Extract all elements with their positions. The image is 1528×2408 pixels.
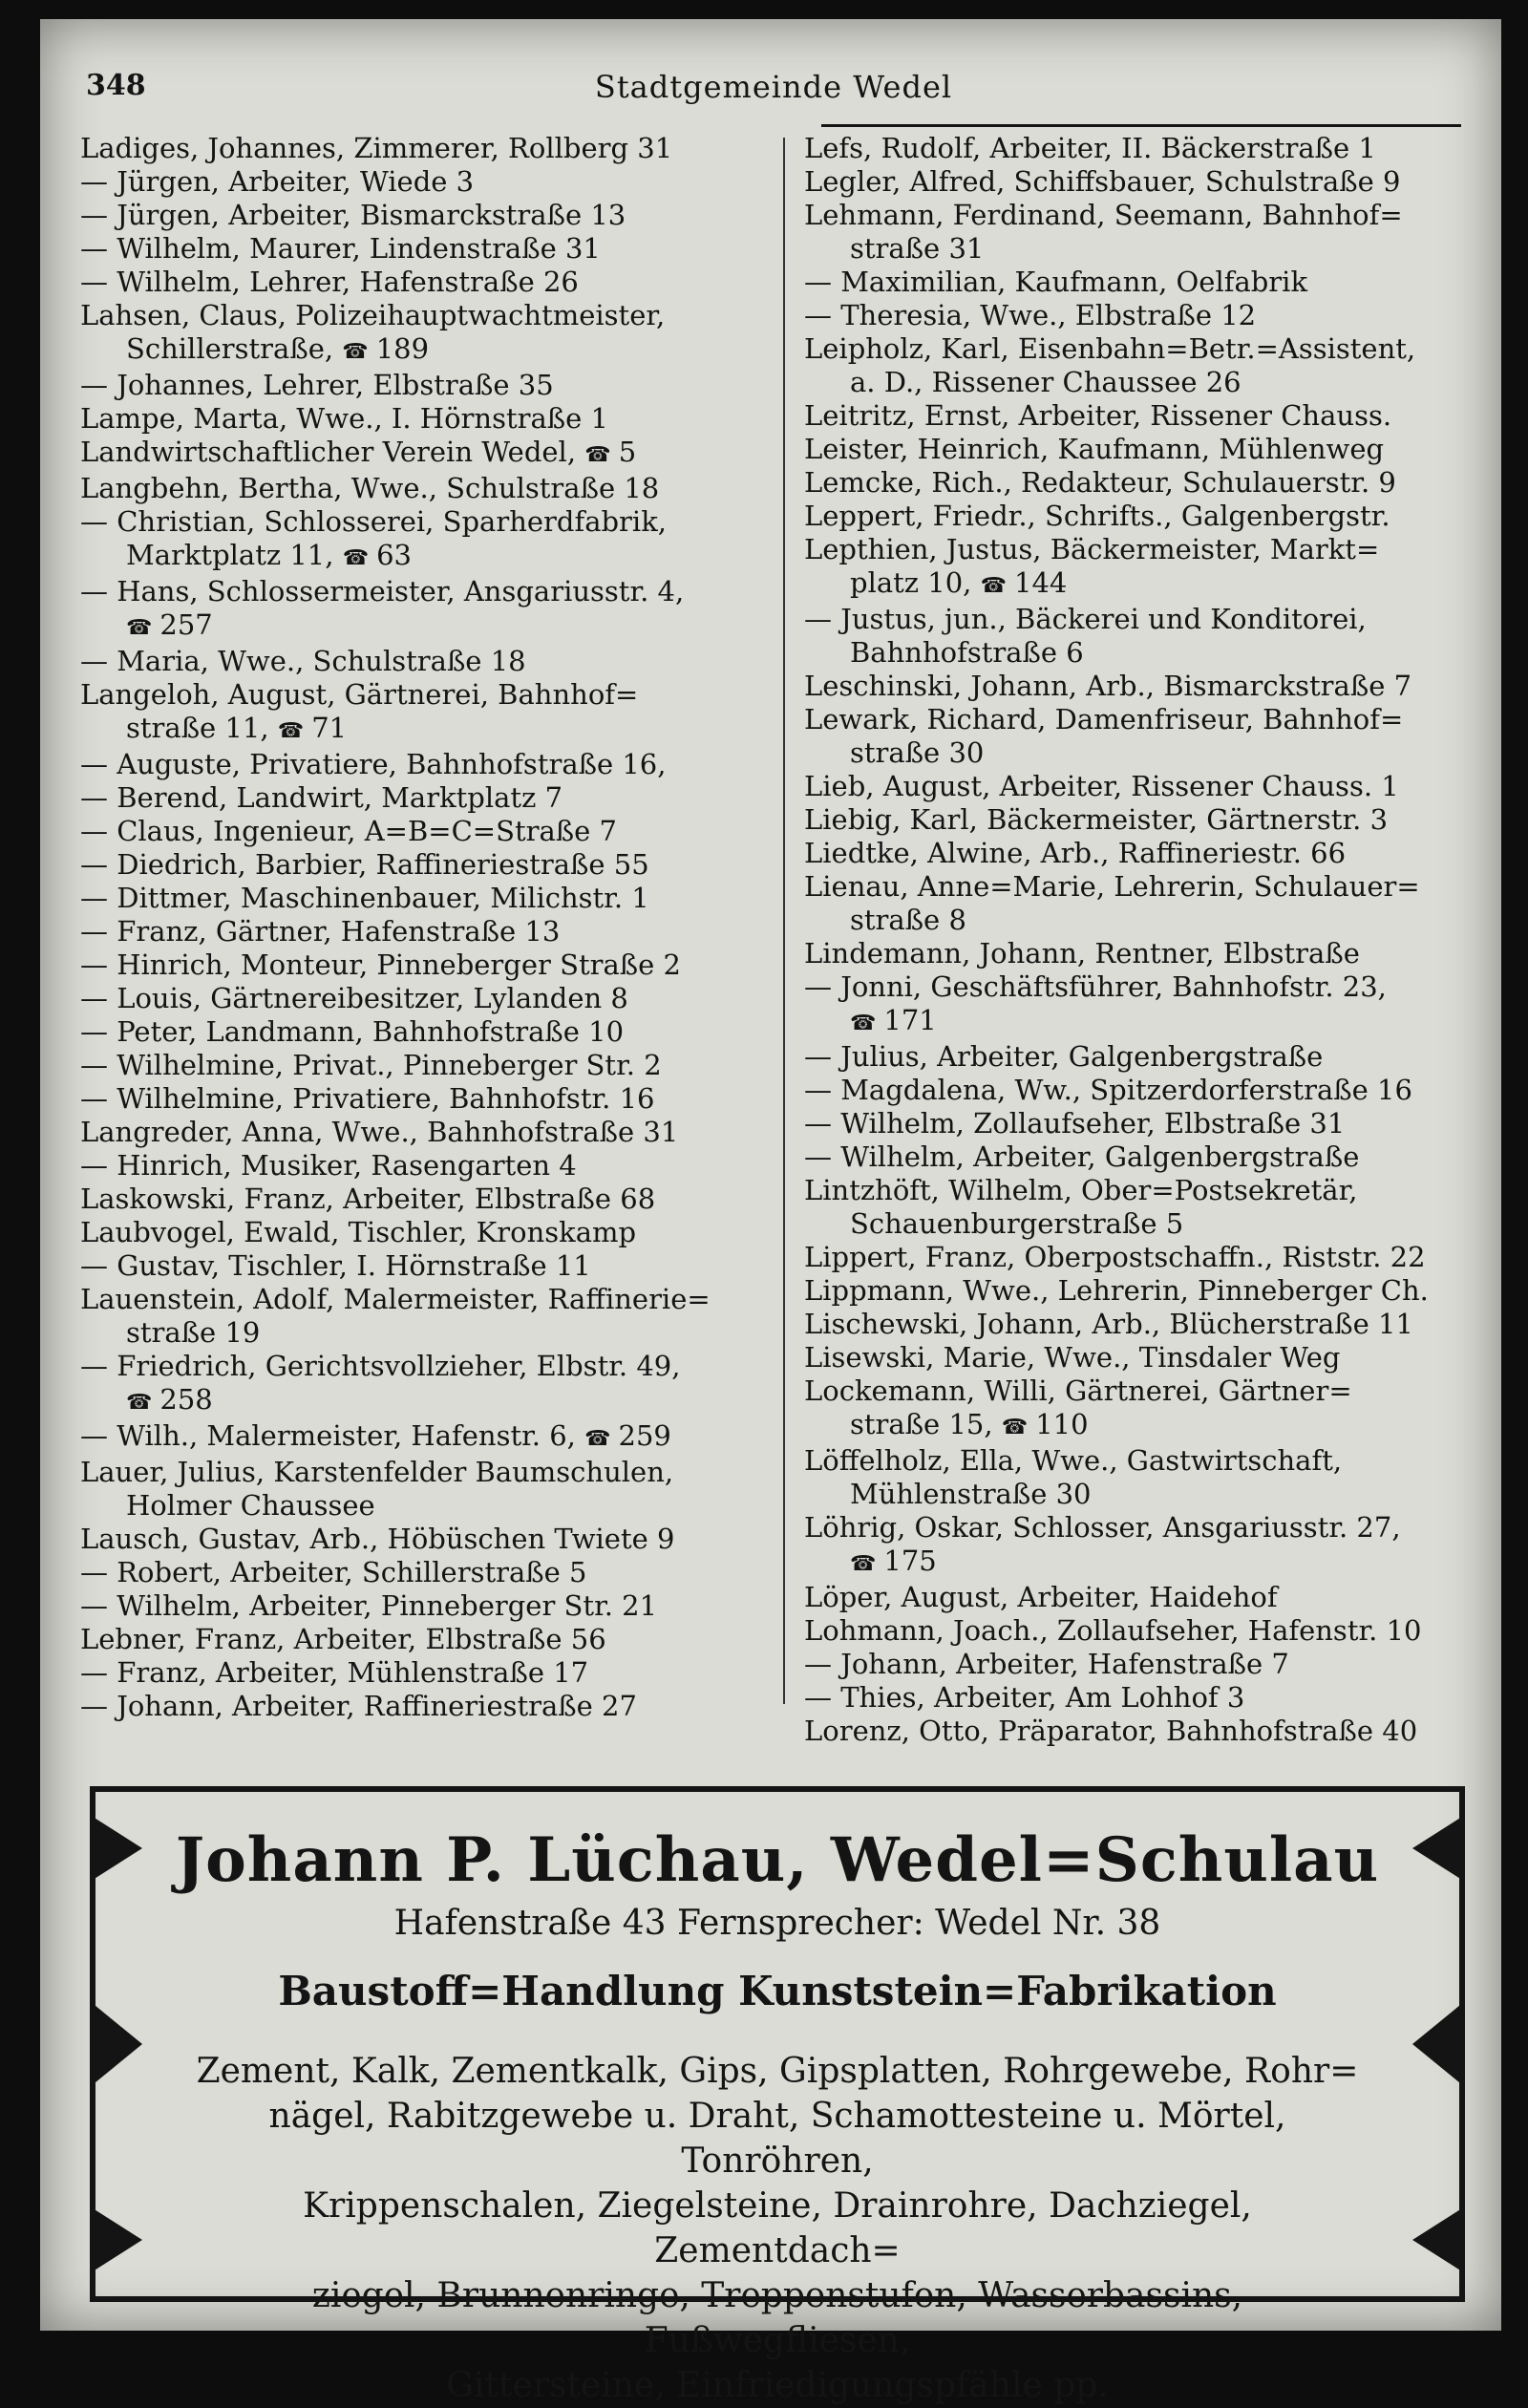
- entry-text: — Berend, Landwirt, Marktplatz 7: [80, 781, 563, 814]
- phone-number: 189: [375, 332, 430, 365]
- directory-entry: [80, 645, 777, 678]
- entry-text: Liebig, Karl, Bäckermeister, Gärtnerstr. 3: [804, 803, 1389, 836]
- telephone-icon: ☎: [850, 1552, 877, 1576]
- entry-text: — Christian, Schlosserei, Sparherdfabrik,: [80, 505, 667, 538]
- phone-number: 5: [618, 436, 637, 468]
- entry-text: — Jürgen, Arbeiter, Wiede 3: [80, 165, 475, 198]
- directory-entry: [80, 436, 777, 472]
- directory-entry: [80, 882, 777, 915]
- entry-text: — Magdalena, Ww., Spitzerdorferstraße 16: [804, 1074, 1412, 1106]
- entry-text: — Franz, Gärtner, Hafenstraße 13: [80, 915, 561, 948]
- directory-entry: [80, 369, 777, 402]
- page-number: 348: [86, 69, 146, 102]
- directory-entry: [804, 670, 1492, 703]
- directory-entry: [804, 937, 1492, 970]
- entry-text: Leitritz, Ernst, Arbeiter, Rissener Chauss.: [804, 399, 1392, 432]
- entry-text: — Wilhelm, Arbeiter, Galgenbergstraße: [804, 1140, 1360, 1173]
- entry-text: Lienau, Anne=Marie, Lehrerin, Schulauer=: [804, 870, 1420, 903]
- directory-entry: [804, 266, 1492, 299]
- directory-entry: [804, 232, 1492, 266]
- entry-text: — Maximilian, Kaufmann, Oelfabrik: [804, 266, 1308, 298]
- entry-text: Lefs, Rudolf, Arbeiter, II. Bäckerstraße 1: [804, 132, 1376, 164]
- directory-page: [40, 19, 1501, 2405]
- directory-entry: [80, 1116, 777, 1149]
- entry-text: — Hans, Schlossermeister, Ansgariusstr. 4,: [80, 575, 685, 607]
- entry-text: Mühlenstraße 30: [850, 1478, 1092, 1510]
- entry-text: Ladiges, Johannes, Zimmerer, Rollberg 31: [80, 132, 673, 164]
- phone-number: 259: [618, 1419, 671, 1452]
- entry-text: Lischewski, Johann, Arb., Blücherstraße 11: [804, 1308, 1413, 1340]
- entry-text: — Franz, Arbeiter, Mühlenstraße 17: [80, 1656, 589, 1689]
- entry-text: Liedtke, Alwine, Arb., Raffineriestr. 66: [804, 837, 1347, 869]
- directory-entry: [804, 566, 1492, 603]
- entry-text: — Wilhelmine, Privat., Pinneberger Str. 2: [80, 1049, 662, 1081]
- directory-entry: [804, 870, 1492, 904]
- directory-entry: [80, 1216, 777, 1249]
- entry-text: Lockemann, Willi, Gärtnerei, Gärtner=: [804, 1374, 1352, 1407]
- directory-entry: [80, 781, 777, 815]
- phone-number: 257: [159, 608, 213, 641]
- telephone-icon: ☎: [126, 1391, 153, 1415]
- entry-text: straße 15,: [850, 1408, 993, 1440]
- directory-entry: [804, 1241, 1492, 1274]
- directory-entry: [804, 636, 1492, 670]
- telephone-icon: ☎: [277, 719, 305, 743]
- entry-text: — Johann, Arbeiter, Hafenstraße 7: [804, 1648, 1289, 1680]
- phone-number: 258: [159, 1383, 213, 1416]
- directory-entry: [804, 904, 1492, 937]
- ad-content: [147, 1805, 1408, 2405]
- entry-text: — Robert, Arbeiter, Schillerstraße 5: [80, 1556, 587, 1588]
- directory-entry: [80, 815, 777, 848]
- ad-company-name: Johann P. Lüchau, Wedel=Schulau: [175, 1824, 1380, 1896]
- directory-entry: [804, 366, 1492, 399]
- ornament-triangles-right: [1408, 1786, 1465, 2302]
- entry-text: straße 31: [850, 232, 985, 265]
- directory-entry: [80, 1183, 777, 1216]
- directory-entry: [80, 1350, 777, 1383]
- directory-entry: [804, 433, 1492, 466]
- entry-text: — Friedrich, Gerichtsvollzieher, Elbstr. 49,: [80, 1350, 681, 1382]
- telephone-icon: ☎: [850, 1012, 877, 1035]
- directory-entry: [80, 1523, 777, 1556]
- entry-text: — Hinrich, Musiker, Rasengarten 4: [80, 1149, 577, 1182]
- directory-entry: [804, 1478, 1492, 1511]
- entry-text: Lindemann, Johann, Rentner, Elbstraße: [804, 937, 1360, 970]
- entry-text: Lauer, Julius, Karstenfelder Baumschulen,: [80, 1456, 674, 1488]
- entry-text: Lausch, Gustav, Arb., Höbüschen Twiete 9: [80, 1523, 675, 1555]
- entry-text: Laubvogel, Ewald, Tischler, Kronskamp: [80, 1216, 637, 1248]
- entry-text: — Wilhelm, Maurer, Lindenstraße 31: [80, 232, 601, 265]
- ad-left-ornament: [90, 1786, 147, 2302]
- entry-text: Lemcke, Rich., Redakteur, Schulauerstr. 9: [804, 466, 1396, 499]
- directory-entry: [80, 1690, 777, 1723]
- directory-entry: [804, 132, 1492, 165]
- directory-entry: [80, 1049, 777, 1082]
- entry-text: — Theresia, Wwe., Elbstraße 12: [804, 299, 1257, 331]
- entry-text: Laskowski, Franz, Arbeiter, Elbstraße 68: [80, 1183, 656, 1215]
- entry-text: Holmer Chaussee: [126, 1489, 375, 1522]
- entry-text: Marktplatz 11,: [126, 539, 334, 571]
- entry-text: — Dittmer, Maschinenbauer, Milichstr. 1: [80, 882, 649, 914]
- directory-entry: [804, 533, 1492, 566]
- directory-entry: [804, 703, 1492, 736]
- column-divider: [783, 138, 785, 1704]
- directory-entry: [80, 1456, 777, 1489]
- entry-text: Lieb, August, Arbeiter, Rissener Chauss. 1: [804, 770, 1399, 802]
- ad-products-list: [147, 2049, 1408, 2408]
- entry-text: — Wilhelmine, Privatiere, Bahnhofstr. 16: [80, 1082, 655, 1115]
- entry-text: Schauenburgerstraße 5: [850, 1207, 1184, 1240]
- entry-text: Lintzhöft, Wilhelm, Ober=Postsekretär,: [804, 1174, 1358, 1206]
- entry-text: Lebner, Franz, Arbeiter, Elbstraße 56: [80, 1623, 606, 1655]
- directory-entry: [804, 1174, 1492, 1207]
- header-rule: [821, 124, 1461, 127]
- directory-entry: [80, 1656, 777, 1690]
- directory-entry: [80, 1383, 777, 1419]
- directory-entry: [80, 948, 777, 982]
- entry-text: Leipholz, Karl, Eisenbahn=Betr.=Assistent,: [804, 332, 1416, 365]
- directory-entry: [804, 803, 1492, 837]
- telephone-icon: ☎: [342, 340, 369, 364]
- directory-entry: [80, 1082, 777, 1116]
- entry-text: Lippmann, Wwe., Lehrerin, Pinneberger Ch.: [804, 1274, 1429, 1307]
- running-title: Stadtgemeinde Wedel: [594, 69, 953, 105]
- phone-number: 171: [883, 1004, 937, 1036]
- directory-entry: [804, 837, 1492, 870]
- entry-text: Langbehn, Bertha, Wwe., Schulstraße 18: [80, 472, 660, 504]
- directory-entry: [80, 748, 777, 781]
- entry-text: Lewark, Richard, Damenfriseur, Bahnhof=: [804, 703, 1404, 735]
- directory-entry: [80, 1489, 777, 1523]
- entry-text: Bahnhofstraße 6: [850, 636, 1084, 669]
- directory-entry: [804, 332, 1492, 366]
- entry-text: Lauenstein, Adolf, Malermeister, Raffinerie=: [80, 1283, 711, 1315]
- entry-text: — Thies, Arbeiter, Am Lohhof 3: [804, 1681, 1245, 1714]
- directory-entry: [804, 1374, 1492, 1408]
- telephone-icon: ☎: [584, 1427, 611, 1451]
- directory-entry: [80, 266, 777, 299]
- advertisement: [90, 1786, 1465, 2405]
- entry-text: — Julius, Arbeiter, Galgenbergstraße: [804, 1040, 1324, 1073]
- directory-entry: [80, 848, 777, 882]
- ad-product-line: nägel, Rabitzgewebe u. Draht, Schamottesteine u. Mörtel, Tonröhren,: [268, 2097, 1286, 2181]
- directory-entry: [804, 1107, 1492, 1140]
- directory-entry: [804, 970, 1492, 1004]
- telephone-icon: ☎: [126, 616, 153, 640]
- entry-text: straße 11,: [126, 712, 269, 744]
- directory-entry: [80, 608, 777, 645]
- left-column: [80, 132, 777, 1723]
- directory-entry: [80, 575, 777, 608]
- entry-text: straße 8: [850, 904, 966, 936]
- entry-text: — Wilhelm, Zollaufseher, Elbstraße 31: [804, 1107, 1346, 1140]
- directory-entry: [804, 1715, 1492, 1748]
- directory-entry: [80, 165, 777, 199]
- directory-entry: [804, 1040, 1492, 1074]
- directory-entry: [80, 505, 777, 539]
- directory-entry: [804, 500, 1492, 533]
- ad-product-line: ziegel, Brunnenringe, Treppenstufen, Wasserbassins, Fußwegfliesen,: [311, 2276, 1243, 2360]
- entry-text: — Hinrich, Monteur, Pinneberger Straße 2: [80, 948, 681, 981]
- directory-entry: [80, 1249, 777, 1283]
- entry-text: — Maria, Wwe., Schulstraße 18: [80, 645, 526, 677]
- directory-entry: [804, 1140, 1492, 1174]
- entry-text: Landwirtschaftlicher Verein Wedel,: [80, 436, 577, 468]
- entry-text: Leschinski, Johann, Arb., Bismarckstraße 7: [804, 670, 1412, 702]
- entry-text: — Wilh., Malermeister, Hafenstr. 6,: [80, 1419, 576, 1452]
- directory-entry: [804, 299, 1492, 332]
- entry-text: — Claus, Ingenieur, A=B=C=Straße 7: [80, 815, 617, 847]
- directory-entry: [804, 1681, 1492, 1715]
- directory-entry: [804, 1074, 1492, 1107]
- entry-text: Lehmann, Ferdinand, Seemann, Bahnhof=: [804, 199, 1403, 231]
- telephone-icon: ☎: [584, 443, 611, 467]
- directory-entry: [804, 1511, 1492, 1545]
- ad-product-line: Gittersteine, Einfriedigungspfähle pp.: [446, 2366, 1109, 2405]
- phone-number: 71: [311, 712, 348, 744]
- entry-text: Lohmann, Joach., Zollaufseher, Hafenstr. 10: [804, 1614, 1422, 1647]
- entry-text: Lepthien, Justus, Bäckermeister, Markt=: [804, 533, 1380, 565]
- directory-entry: [80, 982, 777, 1015]
- phone-number: 63: [376, 539, 413, 571]
- entry-text: Löper, August, Arbeiter, Haidehof: [804, 1581, 1278, 1613]
- entry-text: — Wilhelm, Arbeiter, Pinneberger Str. 21: [80, 1589, 658, 1622]
- directory-entry: [804, 1004, 1492, 1040]
- directory-entry: [80, 132, 777, 165]
- directory-entry: [80, 1015, 777, 1049]
- directory-entry: [804, 1444, 1492, 1478]
- directory-entry: [804, 1207, 1492, 1241]
- entry-text: Langreder, Anna, Wwe., Bahnhofstraße 31: [80, 1116, 679, 1148]
- entry-text: — Johann, Arbeiter, Raffineriestraße 27: [80, 1690, 637, 1722]
- entry-text: — Jürgen, Arbeiter, Bismarckstraße 13: [80, 199, 626, 231]
- directory-entry: [80, 539, 777, 575]
- directory-entry: [804, 1408, 1492, 1444]
- directory-entry: [804, 1581, 1492, 1614]
- directory-entry: [80, 332, 777, 369]
- directory-entry: [804, 1545, 1492, 1581]
- phone-number: 144: [1014, 566, 1068, 599]
- entry-text: platz 10,: [850, 566, 972, 599]
- entry-text: — Diedrich, Barbier, Raffineriestraße 55: [80, 848, 649, 881]
- entry-text: — Jonni, Geschäftsführer, Bahnhofstr. 23,: [804, 970, 1387, 1003]
- directory-entry: [804, 399, 1492, 433]
- directory-entry: [80, 299, 777, 332]
- entry-text: — Louis, Gärtnereibesitzer, Lylanden 8: [80, 982, 628, 1014]
- entry-text: — Auguste, Privatiere, Bahnhofstraße 16,: [80, 748, 667, 780]
- entry-text: straße 19: [126, 1316, 261, 1349]
- entry-text: Legler, Alfred, Schiffsbauer, Schulstraße 9: [804, 165, 1401, 198]
- telephone-icon: ☎: [980, 574, 1008, 598]
- entry-text: Lampe, Marta, Wwe., I. Hörnstraße 1: [80, 402, 608, 435]
- directory-entry: [804, 165, 1492, 199]
- entry-text: Langeloh, August, Gärtnerei, Bahnhof=: [80, 678, 639, 711]
- directory-entry: [804, 1341, 1492, 1374]
- entry-text: — Peter, Landmann, Bahnhofstraße 10: [80, 1015, 625, 1048]
- ornament-triangles-left: [90, 1786, 147, 2302]
- directory-entry: [804, 603, 1492, 636]
- directory-entry: [80, 712, 777, 748]
- entry-text: Leister, Heinrich, Kaufmann, Mühlenweg: [804, 433, 1385, 465]
- ad-contact-line: Hafenstraße 43 Fernsprecher: Wedel Nr. 38: [393, 1904, 1161, 1943]
- directory-entry: [804, 1648, 1492, 1681]
- entry-text: Lahsen, Claus, Polizeihauptwachtmeister,: [80, 299, 666, 331]
- ad-business-line: Baustoff=Handlung Kunststein=Fabrikation: [278, 1968, 1277, 2014]
- directory-entry: [80, 232, 777, 266]
- ad-product-line: Krippenschalen, Ziegelsteine, Drainrohre, Dachziegel, Zementdach=: [303, 2186, 1252, 2270]
- directory-entry: [804, 1308, 1492, 1341]
- phone-number: 110: [1035, 1408, 1089, 1440]
- directory-entry: [804, 1614, 1492, 1648]
- directory-entry: [80, 1419, 777, 1456]
- entry-text: Lippert, Franz, Oberpostschaffn., Riststr. 22: [804, 1241, 1426, 1273]
- directory-entry: [804, 770, 1492, 803]
- directory-entry: [80, 1283, 777, 1316]
- directory-entry: [80, 1556, 777, 1589]
- directory-entry: [80, 678, 777, 712]
- directory-entry: [80, 402, 777, 436]
- directory-entry: [80, 199, 777, 232]
- directory-entry: [80, 1149, 777, 1183]
- entry-text: a. D., Rissener Chaussee 26: [850, 366, 1242, 398]
- directory-entry: [804, 199, 1492, 232]
- entry-text: straße 30: [850, 736, 985, 769]
- ad-right-ornament: [1408, 1786, 1465, 2302]
- page-header: [86, 50, 1461, 107]
- entry-text: Schillerstraße,: [126, 332, 334, 365]
- entry-text: Leppert, Friedr., Schrifts., Galgenbergstr.: [804, 500, 1390, 532]
- directory-entry: [804, 736, 1492, 770]
- telephone-icon: ☎: [1001, 1416, 1029, 1439]
- entry-text: Löffelholz, Ella, Wwe., Gastwirtschaft,: [804, 1444, 1343, 1477]
- directory-entry: [80, 1589, 777, 1623]
- entry-text: — Wilhelm, Lehrer, Hafenstraße 26: [80, 266, 579, 298]
- entry-text: — Johannes, Lehrer, Elbstraße 35: [80, 369, 554, 401]
- phone-number: 175: [883, 1545, 937, 1577]
- directory-entry: [80, 472, 777, 505]
- directory-entry: [804, 466, 1492, 500]
- directory-entry: [804, 1274, 1492, 1308]
- directory-entry: [80, 1623, 777, 1656]
- entry-text: Lisewski, Marie, Wwe., Tinsdaler Weg: [804, 1341, 1341, 1374]
- telephone-icon: ☎: [342, 546, 370, 570]
- entry-text: Lorenz, Otto, Präparator, Bahnhofstraße 40: [804, 1715, 1418, 1747]
- entry-text: — Justus, jun., Bäckerei und Konditorei,: [804, 603, 1367, 635]
- directory-entry: [80, 1316, 777, 1350]
- ad-product-line: Zement, Kalk, Zementkalk, Gips, Gipsplatten, Rohrgewebe, Rohr=: [196, 2052, 1359, 2091]
- entry-text: Löhrig, Oskar, Schlosser, Ansgariusstr. 27,: [804, 1511, 1401, 1544]
- entry-text: — Gustav, Tischler, I. Hörnstraße 11: [80, 1249, 591, 1282]
- right-column: [804, 132, 1492, 1748]
- directory-entry: [80, 915, 777, 948]
